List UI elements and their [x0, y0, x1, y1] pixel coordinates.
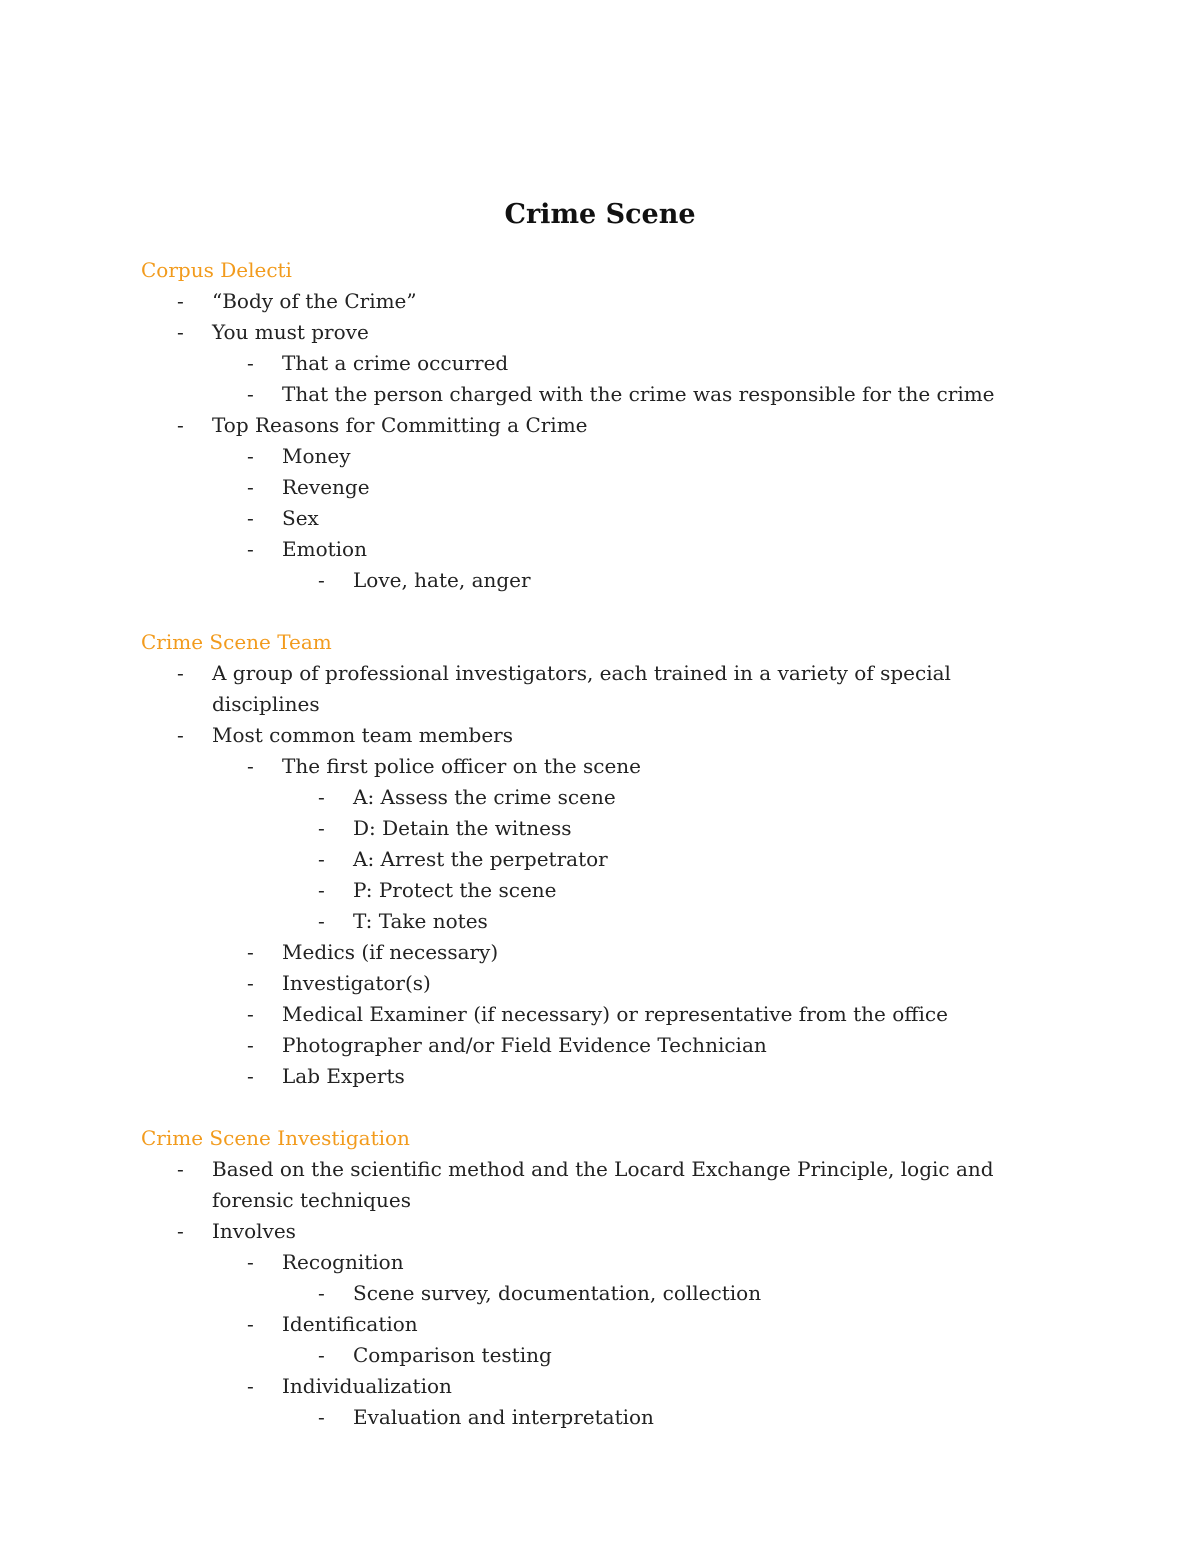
- list-item-text: A: Arrest the perpetrator: [353, 847, 608, 871]
- list-item-text: Medical Examiner (if necessary) or representative from the office: [282, 1002, 948, 1026]
- dash-bullet-icon: -: [247, 506, 254, 530]
- list-item: [141, 1340, 1031, 1371]
- section-1: [141, 255, 1031, 596]
- document-body: [141, 255, 1031, 1464]
- list-item: [141, 348, 1031, 379]
- dash-bullet-icon: -: [177, 289, 184, 313]
- list-item-text: Photographer and/or Field Evidence Technician: [282, 1033, 767, 1057]
- list-item-text: D: Detain the witness: [353, 816, 572, 840]
- dash-bullet-icon: -: [247, 537, 254, 561]
- dash-bullet-icon: -: [247, 940, 254, 964]
- list-item: [141, 999, 1031, 1030]
- dash-bullet-icon: -: [247, 382, 254, 406]
- list-item-text: Based on the scientific method and the Locard Exchange Principle, logic and forensic techniques: [212, 1157, 994, 1212]
- list-item: [141, 658, 1031, 720]
- list-item: [141, 906, 1031, 937]
- bullet-list: [141, 1154, 1031, 1433]
- list-item-text: Individualization: [282, 1374, 452, 1398]
- dash-bullet-icon: -: [247, 475, 254, 499]
- list-item-text: Emotion: [282, 537, 367, 561]
- dash-bullet-icon: -: [318, 1281, 325, 1305]
- dash-bullet-icon: -: [177, 723, 184, 747]
- document-title: Crime Scene: [504, 199, 696, 231]
- list-item: [141, 968, 1031, 999]
- list-item: [141, 503, 1031, 534]
- list-item: [141, 1402, 1031, 1433]
- section-heading: Corpus Delecti: [141, 258, 292, 282]
- list-item-text: P: Protect the scene: [353, 878, 557, 902]
- dash-bullet-icon: -: [318, 909, 325, 933]
- dash-bullet-icon: -: [177, 320, 184, 344]
- list-item: [141, 937, 1031, 968]
- dash-bullet-icon: -: [318, 816, 325, 840]
- list-item: [141, 379, 1031, 410]
- dash-bullet-icon: -: [318, 1405, 325, 1429]
- dash-bullet-icon: -: [177, 1219, 184, 1243]
- dash-bullet-icon: -: [247, 1250, 254, 1274]
- dash-bullet-icon: -: [247, 351, 254, 375]
- list-item-text: Comparison testing: [353, 1343, 552, 1367]
- bullet-list: [141, 658, 1031, 1092]
- section-heading: Crime Scene Team: [141, 630, 332, 654]
- list-item-text: Involves: [212, 1219, 296, 1243]
- list-item: [141, 1061, 1031, 1092]
- list-item: [141, 317, 1031, 348]
- list-item-text: Most common team members: [212, 723, 513, 747]
- list-item: [141, 751, 1031, 782]
- dash-bullet-icon: -: [177, 661, 184, 685]
- list-item-text: Love, hate, anger: [353, 568, 531, 592]
- list-item-text: You must prove: [212, 320, 369, 344]
- list-item-text: A group of professional investigators, each trained in a variety of special disciplines: [212, 661, 951, 716]
- list-item-text: Money: [282, 444, 351, 468]
- list-item-text: Identification: [282, 1312, 418, 1336]
- list-item-text: The first police officer on the scene: [282, 754, 642, 778]
- section-3: [141, 1123, 1031, 1433]
- list-item-text: Sex: [282, 506, 319, 530]
- list-item-text: Scene survey, documentation, collection: [353, 1281, 762, 1305]
- bullet-list: [141, 286, 1031, 596]
- list-item: [141, 565, 1031, 596]
- list-item-text: Lab Experts: [282, 1064, 405, 1088]
- list-item-text: “Body of the Crime”: [212, 289, 417, 313]
- dash-bullet-icon: -: [247, 444, 254, 468]
- dash-bullet-icon: -: [247, 1064, 254, 1088]
- dash-bullet-icon: -: [318, 1343, 325, 1367]
- dash-bullet-icon: -: [318, 568, 325, 592]
- dash-bullet-icon: -: [177, 1157, 184, 1181]
- list-item-text: Top Reasons for Committing a Crime: [212, 413, 588, 437]
- list-item: [141, 782, 1031, 813]
- list-item-text: Recognition: [282, 1250, 404, 1274]
- list-item-text: A: Assess the crime scene: [353, 785, 616, 809]
- list-item: [141, 286, 1031, 317]
- list-item: [141, 1154, 1031, 1216]
- list-item: [141, 441, 1031, 472]
- list-item-text: Medics (if necessary): [282, 940, 499, 964]
- dash-bullet-icon: -: [177, 413, 184, 437]
- section-heading: Crime Scene Investigation: [141, 1126, 410, 1150]
- list-item: [141, 410, 1031, 441]
- list-item-text: Revenge: [282, 475, 370, 499]
- list-item: [141, 1247, 1031, 1278]
- list-item: [141, 1309, 1031, 1340]
- list-item: [141, 1371, 1031, 1402]
- list-item-text: T: Take notes: [353, 909, 488, 933]
- dash-bullet-icon: -: [247, 1033, 254, 1057]
- dash-bullet-icon: -: [318, 878, 325, 902]
- list-item: [141, 1278, 1031, 1309]
- dash-bullet-icon: -: [247, 1002, 254, 1026]
- list-item-text: Investigator(s): [282, 971, 431, 995]
- list-item-text: That the person charged with the crime was responsible for the crime: [282, 382, 995, 406]
- list-item-text: That a crime occurred: [282, 351, 509, 375]
- dash-bullet-icon: -: [318, 785, 325, 809]
- dash-bullet-icon: -: [247, 971, 254, 995]
- list-item: [141, 472, 1031, 503]
- list-item: [141, 813, 1031, 844]
- list-item: [141, 534, 1031, 565]
- list-item: [141, 1216, 1031, 1247]
- dash-bullet-icon: -: [318, 847, 325, 871]
- list-item: [141, 1030, 1031, 1061]
- dash-bullet-icon: -: [247, 1374, 254, 1398]
- list-item: [141, 720, 1031, 751]
- dash-bullet-icon: -: [247, 754, 254, 778]
- list-item-text: Evaluation and interpretation: [353, 1405, 654, 1429]
- list-item: [141, 844, 1031, 875]
- dash-bullet-icon: -: [247, 1312, 254, 1336]
- list-item: [141, 875, 1031, 906]
- section-2: [141, 627, 1031, 1092]
